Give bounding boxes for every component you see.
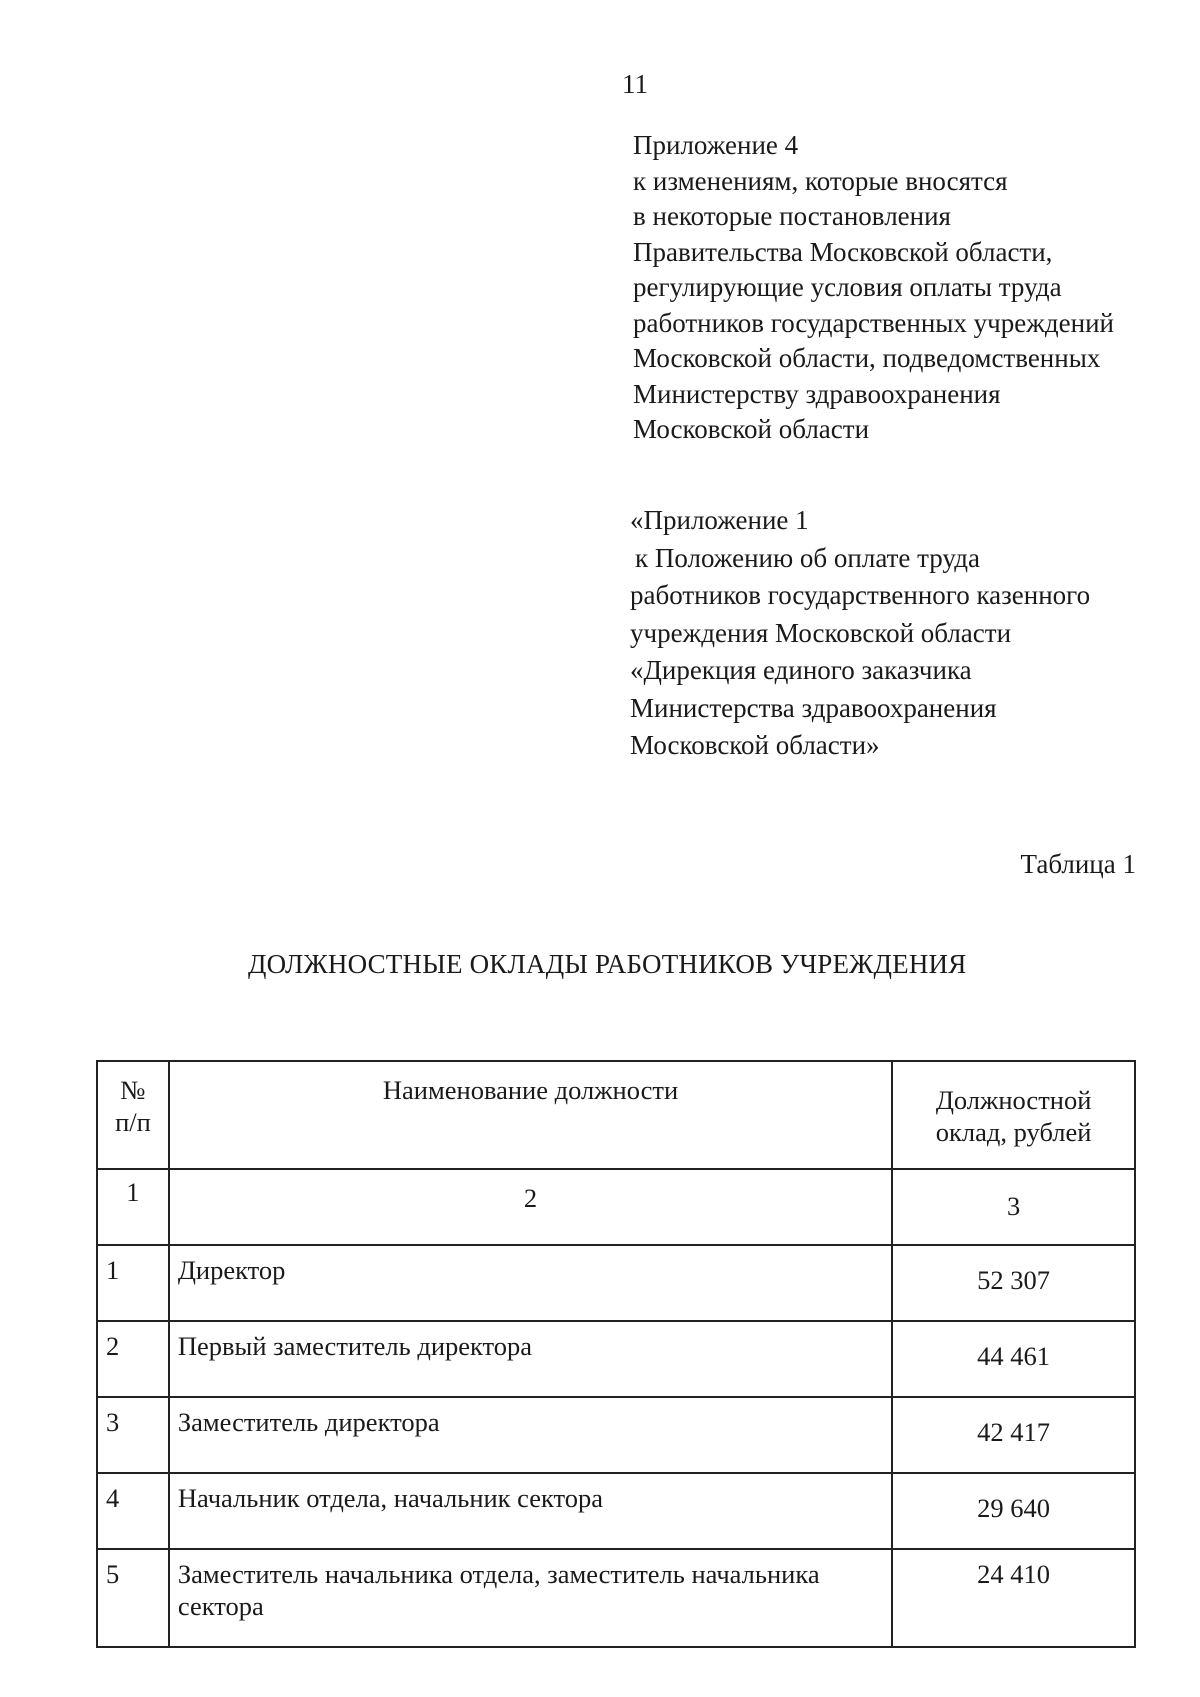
header-salary-line1: Должностной: [935, 1085, 1092, 1115]
position-name: Первый заместитель директора: [169, 1321, 892, 1397]
appendix-header-line: Правительства Московской области,: [633, 236, 1053, 267]
appendix-sub-header-line: Московской области»: [630, 730, 880, 760]
column-index: 2: [169, 1169, 892, 1245]
row-number: 2: [97, 1321, 169, 1397]
appendix-header-line: Московской области, подведомственных: [633, 343, 1101, 373]
appendix-sub-header-line: работников государственного казенного: [630, 580, 1091, 610]
header-position-name: [169, 1061, 892, 1169]
header-salary: [892, 1061, 1135, 1169]
salary-value: 44 461: [892, 1321, 1135, 1397]
header-number: [97, 1061, 169, 1169]
appendix-header-line: в некоторые постановления: [633, 201, 951, 231]
appendix-sub-header-line: учреждения Московской области: [630, 617, 1012, 648]
column-index: 3: [892, 1169, 1135, 1245]
position-name: Начальник отдела, начальник сектора: [169, 1473, 892, 1549]
row-number: 5: [97, 1549, 169, 1647]
page-number: 11: [622, 69, 648, 99]
row-number: 1: [97, 1245, 169, 1321]
appendix-header-line: к изменениям, которые вносятся: [633, 165, 1008, 196]
appendix-header-line: регулирующие условия оплаты труда: [633, 272, 1062, 302]
appendix-sub-header: [630, 502, 1170, 765]
row-number: 4: [97, 1473, 169, 1549]
header-position-label: Наименование должности: [382, 1075, 679, 1105]
salary-value: 42 417: [892, 1397, 1135, 1473]
appendix-sub-header-line: к Положению об оплате труда: [635, 542, 980, 573]
salary-table: [96, 1060, 1136, 1648]
position-name: Заместитель директора: [169, 1397, 892, 1473]
table-row: [97, 1549, 1135, 1647]
appendix-sub-header-line: «Приложение 1: [630, 505, 809, 535]
table-header-row: [97, 1061, 1135, 1169]
document-title: ДОЛЖНОСТНЫЕ ОКЛАДЫ РАБОТНИКОВ УЧРЕЖДЕНИЯ: [248, 949, 967, 979]
salary-value: 24 410: [892, 1549, 1135, 1647]
appendix-header-line: работников государственных учреждений: [633, 307, 1114, 338]
appendix-header: [633, 128, 1173, 448]
table-row: [97, 1321, 1135, 1397]
position-name: Директор: [169, 1245, 892, 1321]
appendix-header-line: Приложение 4: [633, 130, 799, 160]
table-label: Таблица 1: [1020, 849, 1136, 879]
header-number-abbrev: п/п: [115, 1107, 151, 1137]
table-row: [97, 1473, 1135, 1549]
appendix-sub-header-line: Министерства здравоохранения: [630, 692, 997, 723]
salary-value: 29 640: [892, 1473, 1135, 1549]
table-row: [97, 1245, 1135, 1321]
column-index-row: [97, 1169, 1135, 1245]
row-number: 3: [97, 1397, 169, 1473]
table-row: [97, 1397, 1135, 1473]
position-name: Заместитель начальника отдела, заместитель начальника сектора: [169, 1549, 892, 1647]
column-index: 1: [97, 1169, 169, 1245]
appendix-header-line: Московской области: [633, 414, 870, 444]
header-number-symbol: №: [120, 1075, 146, 1105]
salary-value: 52 307: [892, 1245, 1135, 1321]
appendix-header-line: Министерству здравоохранения: [633, 378, 1001, 409]
appendix-sub-header-line: «Дирекция единого заказчика: [630, 655, 972, 685]
header-salary-line2: оклад, рублей: [935, 1117, 1092, 1147]
